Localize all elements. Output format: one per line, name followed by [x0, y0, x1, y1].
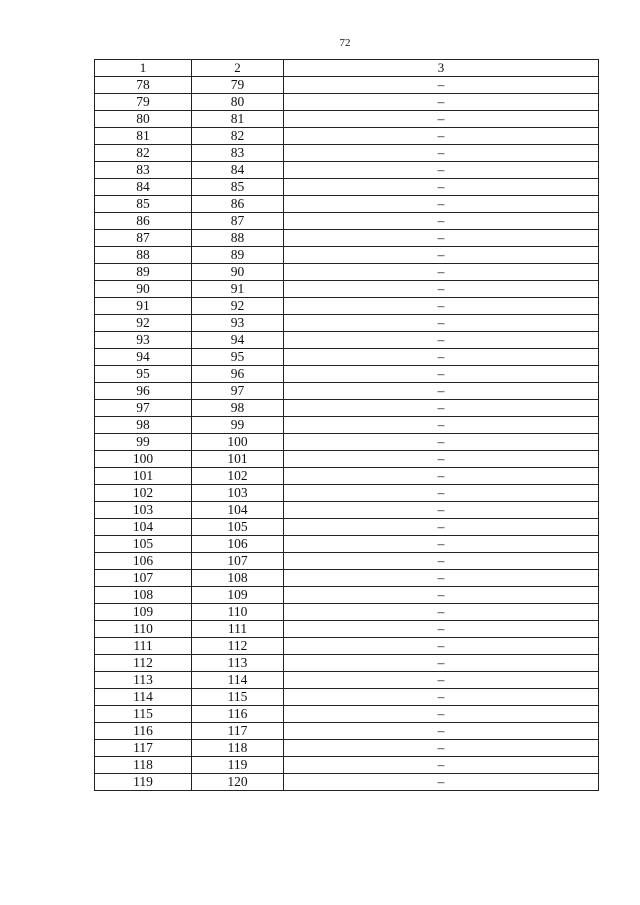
table-cell-col-2: 103	[192, 485, 284, 502]
table-cell-col-1: 78	[95, 77, 192, 94]
table-row	[95, 451, 599, 468]
table-row	[95, 757, 599, 774]
table-cell-col-1: 88	[95, 247, 192, 264]
table-cell-col-2: 80	[192, 94, 284, 111]
table-row	[95, 468, 599, 485]
table-cell-col-1: 109	[95, 604, 192, 621]
table-cell-col-3: –	[284, 417, 599, 434]
table-cell-col-3: –	[284, 757, 599, 774]
table-cell-col-1: 81	[95, 128, 192, 145]
table-cell-col-3: –	[284, 740, 599, 757]
table-cell-col-2: 79	[192, 77, 284, 94]
table-cell-col-3: –	[284, 315, 599, 332]
table-cell-col-3: –	[284, 162, 599, 179]
table-cell-col-3: –	[284, 128, 599, 145]
table-cell-col-1: 119	[95, 774, 192, 791]
table-cell-col-3: –	[284, 281, 599, 298]
column-header-1: 1	[95, 60, 192, 77]
table-row	[95, 774, 599, 791]
table-row	[95, 536, 599, 553]
table-cell-col-1: 83	[95, 162, 192, 179]
table-row	[95, 638, 599, 655]
table-cell-col-1: 110	[95, 621, 192, 638]
table-cell-col-2: 118	[192, 740, 284, 757]
table-cell-col-1: 84	[95, 179, 192, 196]
table-row	[95, 723, 599, 740]
table-row	[95, 587, 599, 604]
table-cell-col-2: 114	[192, 672, 284, 689]
table-cell-col-2: 92	[192, 298, 284, 315]
table-cell-col-2: 100	[192, 434, 284, 451]
table-cell-col-1: 102	[95, 485, 192, 502]
table-row	[95, 111, 599, 128]
table-cell-col-1: 82	[95, 145, 192, 162]
table-cell-col-2: 117	[192, 723, 284, 740]
table-row	[95, 315, 599, 332]
table-cell-col-3: –	[284, 468, 599, 485]
table-row	[95, 332, 599, 349]
table-cell-col-3: –	[284, 655, 599, 672]
table-cell-col-2: 97	[192, 383, 284, 400]
table-row	[95, 366, 599, 383]
table-cell-col-3: –	[284, 332, 599, 349]
table-cell-col-1: 94	[95, 349, 192, 366]
table-cell-col-1: 95	[95, 366, 192, 383]
table-cell-col-1: 115	[95, 706, 192, 723]
table-cell-col-2: 109	[192, 587, 284, 604]
table-cell-col-2: 108	[192, 570, 284, 587]
table-cell-col-3: –	[284, 485, 599, 502]
table-row	[95, 553, 599, 570]
table-cell-col-2: 89	[192, 247, 284, 264]
table-cell-col-3: –	[284, 434, 599, 451]
table-row	[95, 570, 599, 587]
table-row	[95, 77, 599, 94]
table-cell-col-1: 103	[95, 502, 192, 519]
table-cell-col-2: 96	[192, 366, 284, 383]
table-cell-col-3: –	[284, 536, 599, 553]
table-cell-col-1: 100	[95, 451, 192, 468]
table-row	[95, 434, 599, 451]
table-cell-col-1: 105	[95, 536, 192, 553]
table-cell-col-3: –	[284, 604, 599, 621]
table-row	[95, 179, 599, 196]
column-header-3: 3	[284, 60, 599, 77]
table-cell-col-3: –	[284, 400, 599, 417]
table-cell-col-3: –	[284, 587, 599, 604]
table-row	[95, 349, 599, 366]
table-cell-col-1: 114	[95, 689, 192, 706]
table-cell-col-2: 95	[192, 349, 284, 366]
table-cell-col-2: 104	[192, 502, 284, 519]
table-row	[95, 400, 599, 417]
table-row	[95, 621, 599, 638]
table-row	[95, 689, 599, 706]
table-cell-col-1: 96	[95, 383, 192, 400]
table-row	[95, 502, 599, 519]
table-cell-col-1: 112	[95, 655, 192, 672]
table-cell-col-2: 81	[192, 111, 284, 128]
table-cell-col-1: 101	[95, 468, 192, 485]
table-cell-col-1: 113	[95, 672, 192, 689]
table-row	[95, 383, 599, 400]
table-cell-col-3: –	[284, 672, 599, 689]
table-cell-col-2: 116	[192, 706, 284, 723]
table-row	[95, 247, 599, 264]
table-cell-col-2: 111	[192, 621, 284, 638]
table-row	[95, 604, 599, 621]
table-cell-col-2: 115	[192, 689, 284, 706]
table-row	[95, 519, 599, 536]
table-cell-col-2: 93	[192, 315, 284, 332]
table-row	[95, 298, 599, 315]
table-cell-col-1: 87	[95, 230, 192, 247]
table-cell-col-3: –	[284, 264, 599, 281]
table-cell-col-3: –	[284, 570, 599, 587]
table-cell-col-3: –	[284, 77, 599, 94]
table-cell-col-1: 93	[95, 332, 192, 349]
table-cell-col-1: 111	[95, 638, 192, 655]
table-cell-col-3: –	[284, 145, 599, 162]
table-row	[95, 706, 599, 723]
table-row	[95, 485, 599, 502]
table-row	[95, 145, 599, 162]
table-cell-col-3: –	[284, 706, 599, 723]
table-cell-col-1: 108	[95, 587, 192, 604]
table-body	[95, 60, 599, 791]
table-cell-col-1: 80	[95, 111, 192, 128]
table-cell-col-2: 102	[192, 468, 284, 485]
table-cell-col-2: 107	[192, 553, 284, 570]
table-cell-col-1: 79	[95, 94, 192, 111]
table-header-row	[95, 60, 599, 77]
table-cell-col-1: 107	[95, 570, 192, 587]
table-cell-col-3: –	[284, 111, 599, 128]
table-row	[95, 94, 599, 111]
table-row	[95, 162, 599, 179]
table-cell-col-2: 110	[192, 604, 284, 621]
table-row	[95, 213, 599, 230]
page-number: 72	[339, 37, 351, 49]
table-cell-col-2: 112	[192, 638, 284, 655]
table-cell-col-3: –	[284, 723, 599, 740]
data-table	[94, 59, 599, 791]
table-cell-col-2: 94	[192, 332, 284, 349]
table-cell-col-2: 101	[192, 451, 284, 468]
table-cell-col-2: 87	[192, 213, 284, 230]
table-cell-col-2: 90	[192, 264, 284, 281]
table-row	[95, 655, 599, 672]
table-cell-col-1: 118	[95, 757, 192, 774]
table-cell-col-2: 83	[192, 145, 284, 162]
table-cell-col-2: 82	[192, 128, 284, 145]
table-cell-col-3: –	[284, 298, 599, 315]
table-row	[95, 740, 599, 757]
table-row	[95, 196, 599, 213]
table-cell-col-3: –	[284, 519, 599, 536]
table-cell-col-3: –	[284, 383, 599, 400]
table-cell-col-2: 106	[192, 536, 284, 553]
table-cell-col-2: 85	[192, 179, 284, 196]
table-cell-col-1: 117	[95, 740, 192, 757]
table-cell-col-2: 91	[192, 281, 284, 298]
table-cell-col-3: –	[284, 247, 599, 264]
table-cell-col-1: 91	[95, 298, 192, 315]
table-cell-col-1: 97	[95, 400, 192, 417]
table-row	[95, 230, 599, 247]
table-cell-col-3: –	[284, 774, 599, 791]
table-cell-col-3: –	[284, 179, 599, 196]
table-cell-col-1: 98	[95, 417, 192, 434]
table-cell-col-3: –	[284, 451, 599, 468]
table-cell-col-3: –	[284, 621, 599, 638]
table-cell-col-3: –	[284, 553, 599, 570]
table-row	[95, 417, 599, 434]
table-cell-col-3: –	[284, 638, 599, 655]
table-cell-col-1: 85	[95, 196, 192, 213]
column-header-2: 2	[192, 60, 284, 77]
table-cell-col-2: 113	[192, 655, 284, 672]
table-cell-col-2: 84	[192, 162, 284, 179]
table-cell-col-3: –	[284, 94, 599, 111]
table-cell-col-1: 89	[95, 264, 192, 281]
table-cell-col-2: 120	[192, 774, 284, 791]
table-cell-col-3: –	[284, 230, 599, 247]
table-cell-col-1: 106	[95, 553, 192, 570]
table-cell-col-2: 99	[192, 417, 284, 434]
table-cell-col-2: 88	[192, 230, 284, 247]
table-cell-col-1: 92	[95, 315, 192, 332]
table-cell-col-2: 105	[192, 519, 284, 536]
table-cell-col-2: 98	[192, 400, 284, 417]
table-row	[95, 128, 599, 145]
table-cell-col-1: 116	[95, 723, 192, 740]
table-cell-col-1: 99	[95, 434, 192, 451]
table-row	[95, 672, 599, 689]
table-cell-col-2: 119	[192, 757, 284, 774]
table-cell-col-3: –	[284, 349, 599, 366]
table-cell-col-1: 86	[95, 213, 192, 230]
table-row	[95, 281, 599, 298]
table-cell-col-3: –	[284, 689, 599, 706]
table-cell-col-1: 90	[95, 281, 192, 298]
table-cell-col-2: 86	[192, 196, 284, 213]
table-cell-col-3: –	[284, 213, 599, 230]
table-row	[95, 264, 599, 281]
table-cell-col-3: –	[284, 366, 599, 383]
table-cell-col-1: 104	[95, 519, 192, 536]
table-cell-col-3: –	[284, 196, 599, 213]
table-cell-col-3: –	[284, 502, 599, 519]
